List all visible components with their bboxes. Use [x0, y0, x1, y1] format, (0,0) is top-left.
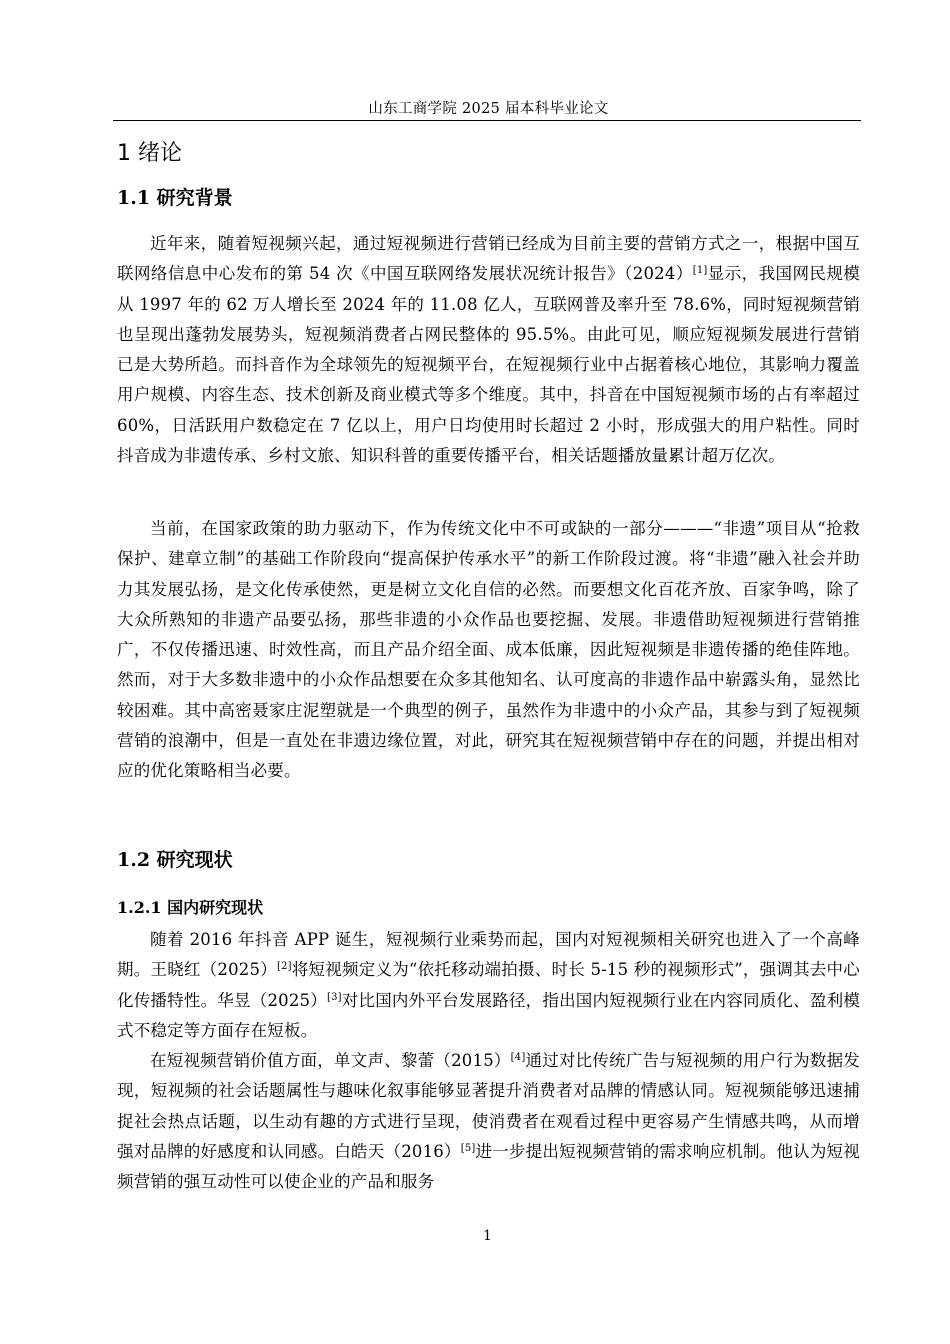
paragraph-text: 通过对比传统广告与短视频的用户行为数据发现，短视频的社会话题属性与趣味化叙事能够显著提升消费者对品牌的情感认同。短视频能够迅速捕捉社会热点话题，以生动有趣的方式进行呈现，使消费者在观看过程中更容易产生情感共鸣，从而增强对品牌的好感度和认同感。白皓天（2016）: [117, 1051, 861, 1161]
paragraph-text: 随着 2016 年抖音 APP 诞生，短视频行业乘势而起，国内对短视频相关研究也进入了一个高峰期。王晓红（2025）: [117, 930, 860, 980]
section-heading-research-background: 1.1 研究背景: [117, 187, 233, 209]
citation-ref: [3]: [326, 991, 342, 1003]
paragraph-text: 在短视频营销价值方面，单文声、黎蕾（2015）: [150, 1051, 511, 1070]
citation-ref: [4]: [510, 1052, 526, 1063]
chapter-heading: 1 绪论: [117, 141, 182, 166]
citation-ref: [5]: [460, 1142, 476, 1154]
citation-ref: [1]: [692, 265, 708, 277]
paragraph-text: 将短视频定义为“依托移动端拍摄、时长 5-15 秒的视频形式”，强调其去中心化传播特性。华昱（2025）: [117, 960, 860, 1010]
page-number: 1: [483, 1228, 492, 1244]
paragraph-text: 近年来，随着短视频兴起，通过短视频进行营销已经成为目前主要的营销方式之一，根据中国互联网络信息中心发布的第 54 次《中国互联网络发展状况统计报告》（2024）: [117, 234, 860, 284]
paragraph-text: 显示，我国网民规模从 1997 年的 62 万人增长至 2024 年的 11.08 亿人，互联网普及率升至 78.6%，同时短视频营销也呈现出蓬勃发展势头，短视频消费者占网民整体的 95.5%。由此可见，顺应短视频发展进行营销已是大势所趋。而抖音作为全球领先的短视频平台，在短视频行业中占据着核心地位，其影响力覆盖用户规模、内容生态、技术创新及商业模式等多个维度。其中，抖音在中国短视频市场的占有率超过 60%，日活跃用户数稳定在 7 亿以上，用户日均使用时长超过 2 小时，形成强大的用户粘性。同时抖音成为非遗传承、乡村文旅、知识科普的重要传播平台，相关话题播放量累计超万亿次。: [117, 264, 860, 466]
citation-ref: [2]: [276, 961, 292, 973]
header-divider: [113, 120, 861, 121]
subsection-heading-domestic-status: 1.2.1 国内研究现状: [117, 898, 264, 917]
paragraph-domestic-2: [117, 1046, 860, 1197]
running-header: 山东工商学院 2025 届本科毕业论文: [368, 101, 609, 117]
section-heading-research-status: 1.2 研究现状: [117, 849, 233, 871]
paragraph-domestic-1: [117, 925, 860, 1046]
paragraph-background-1: [117, 229, 860, 471]
paragraph-text: 对比国内外平台发展路径，指出国内短视频行业在内容同质化、盈利模式不稳定等方面存在短板。: [117, 990, 860, 1040]
paragraph-text: 进一步提出短视频营销的需求响应机制。他认为短视频营销的强互动性可以使企业的产品和服务: [117, 1141, 860, 1192]
paragraph-background-2: 当前，在国家政策的助力驱动下，作为传统文化中不可或缺的一部分———“非遗”项目从“抢救保护、建章立制”的基础工作阶段向“提高保护传承水平”的新工作阶段过渡。将“非遗”融入社会并助力其发展弘扬，是文化传承使然，更是树立文化自信的必然。而要想文化百花齐放、百家争鸣，除了大众所熟知的非遗产品要弘扬，那些非遗的小众作品也要挖掘、发展。非遗借助短视频进行营销推广，不仅传播迅速、时效性高，而且产品介绍全面、成本低廉，因此短视频是非遗传播的绝佳阵地。然而，对于大多数非遗中的小众作品想要在众多其他知名、认可度高的非遗作品中崭露头角，显然比较困难。其中高密聂家庄泥塑就是一个典型的例子，虽然作为非遗中的小众产品，其参与到了短视频营销的浪潮中，但是一直处在非遗边缘位置，对此，研究其在短视频营销中存在的问题，并提出相对应的优化策略相当必要。: [117, 519, 860, 781]
